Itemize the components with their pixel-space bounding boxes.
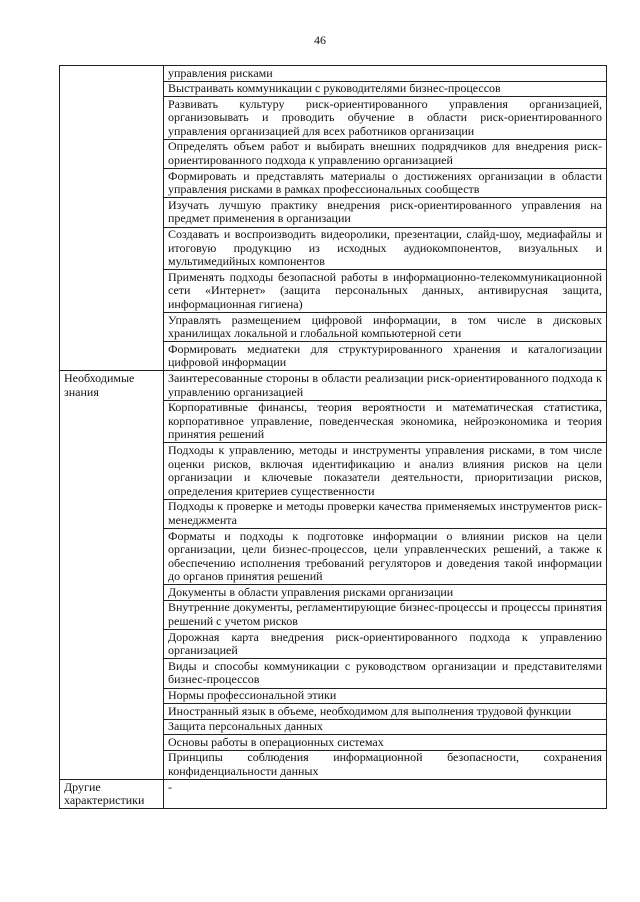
- knowledge-label: Необходимые знания: [60, 371, 164, 780]
- knowledge-item: Документы в области управления рисками организации: [164, 585, 607, 601]
- knowledge-item: Иностранный язык в объеме, необходимом для выполнения трудовой функции: [164, 704, 607, 720]
- knowledge-item: Виды и способы коммуникации с руководством организации и представителями бизнес-процессов: [164, 659, 607, 688]
- table-row: [60, 780, 607, 809]
- knowledge-item: Корпоративные финансы, теория вероятности и математическая статистика, корпоративное управление, поведенческая экономика, нейроэкономика и теория принятия решений: [164, 400, 607, 443]
- knowledge-item: Форматы и подходы к подготовке информации о влиянии рисков на цели организации, цели бизнес-процессов, цели управленческих решений, а также к обеспечению исполнения требований регуляторов и доведения такой информации до органов принятия решений: [164, 529, 607, 585]
- knowledge-item: Подходы к проверке и методы проверки качества применяемых инструментов риск-менеджмента: [164, 499, 607, 528]
- table-row: [60, 371, 607, 400]
- knowledge-item: Принципы соблюдения информационной безопасности, сохранения конфиденциальности данных: [164, 750, 607, 779]
- knowledge-item: Нормы профессиональной этики: [164, 688, 607, 704]
- table-row: [60, 66, 607, 82]
- skill-item: управления рисками: [164, 66, 607, 82]
- knowledge-item: Основы работы в операционных системах: [164, 735, 607, 751]
- skill-item: Формировать и представлять материалы о достижениях организации в области управления рисками в рамках профессиональных сообществ: [164, 169, 607, 198]
- other-characteristics-label: Другие характеристики: [60, 780, 164, 809]
- skill-item: Формировать медиатеки для структурированного хранения и каталогизации цифровой информации: [164, 342, 607, 371]
- skill-item: Определять объем работ и выбирать внешних подрядчиков для внедрения риск-ориентированного подхода к управлению организацией: [164, 139, 607, 168]
- skill-item: Применять подходы безопасной работы в информационно-телекоммуникационной сети «Интернет» (защита персональных данных, антивирусная защита, информационная гигиена): [164, 270, 607, 313]
- knowledge-item: Заинтересованные стороны в области реализации риск-ориентированного подхода к управлению организацией: [164, 371, 607, 400]
- skill-item: Создавать и воспроизводить видеоролики, презентации, слайд-шоу, медиафайлы и итоговую продукцию из исходных аудиокомпонентов, визуальных и мультимедийных компонентов: [164, 227, 607, 270]
- other-characteristics-value: -: [164, 780, 607, 809]
- labor-function-table: [59, 65, 607, 809]
- knowledge-item: Внутренние документы, регламентирующие бизнес-процессы и процессы принятия решений с учетом рисков: [164, 600, 607, 629]
- page-number: 46: [314, 33, 326, 47]
- skill-item: Управлять размещением цифровой информации, в том числе в дисковых хранилищах локальной и глобальной компьютерной сети: [164, 313, 607, 342]
- skill-item: Развивать культуру риск-ориентированного управления организацией, организовывать и проводить обучение в области риск-ориентированного управления организацией для всех работников организации: [164, 97, 607, 140]
- skill-item: Изучать лучшую практику внедрения риск-ориентированного управления на предмет применения в организации: [164, 198, 607, 227]
- skill-item: Выстраивать коммуникации с руководителями бизнес-процессов: [164, 81, 607, 97]
- skills-label-cell: [60, 66, 164, 371]
- knowledge-item: Защита персональных данных: [164, 719, 607, 735]
- knowledge-item: Подходы к управлению, методы и инструменты управления рисками, в том числе оценки рисков, включая идентификацию и анализ влияния рисков на цели организации и ключевые показатели деятельности, приоритизации рисков, определения критериев существенности: [164, 443, 607, 499]
- knowledge-item: Дорожная карта внедрения риск-ориентированного подхода к управлению организацией: [164, 630, 607, 659]
